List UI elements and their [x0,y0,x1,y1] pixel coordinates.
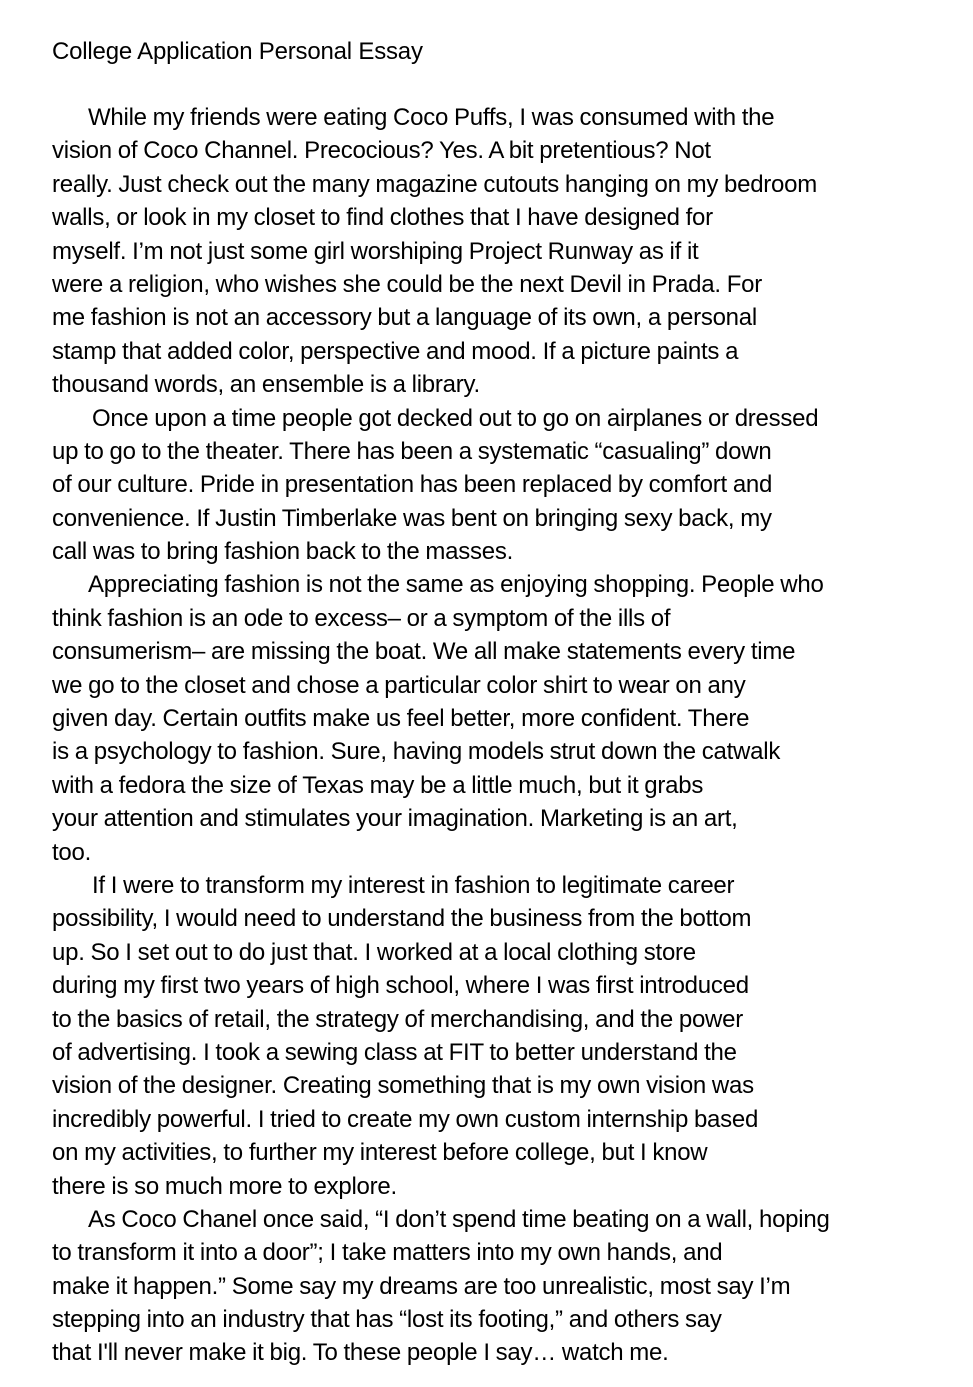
essay-line: consumerism– are missing the boat. We all make statements every time [52,638,796,666]
essay-line: of advertising. I took a sewing class at FIT to better understand the [52,1038,737,1066]
essay-line: too. [52,838,92,866]
essay-line: really. Just check out the many magazine cutouts hanging on my bedroom [52,170,817,198]
essay-line: during my first two years of high school, where I was first introduced [52,972,749,1000]
essay-line: Once upon a time people got decked out to go on airplanes or dressed [92,404,819,432]
essay-line: to the basics of retail, the strategy of merchandising, and the power [52,1005,743,1033]
essay-line: possibility, I would need to understand the business from the bottom [52,905,752,933]
essay-line: incredibly powerful. I tried to create my own custom internship based [52,1105,759,1133]
essay-line: we go to the closet and chose a particular color shirt to wear on any [52,671,746,699]
essay-line: walls, or look in my closet to find clothes that I have designed for [52,204,713,232]
essay-line: Appreciating fashion is not the same as enjoying shopping. People who [88,571,824,599]
essay-line: convenience. If Justin Timberlake was bent on bringing sexy back, my [52,504,772,532]
essay-line: call was to bring fashion back to the masses. [52,538,513,566]
essay-line: If I were to transform my interest in fashion to legitimate career [92,871,735,899]
essay-line: given day. Certain outfits make us feel better, more confident. There [52,705,750,733]
essay-line: me fashion is not an accessory but a language of its own, a personal [52,304,757,332]
essay-line: myself. I’m not just some girl worshiping Project Runway as if it [52,237,699,265]
essay-line: with a fedora the size of Texas may be a little much, but it grabs [52,771,704,799]
essay-line: were a religion, who wishes she could be the next Devil in Prada. For [52,270,762,298]
essay-line: there is so much more to explore. [52,1172,397,1200]
essay-line: to transform it into a door”; I take matters into my own hands, and [52,1239,723,1267]
essay-line: on my activities, to further my interest before college, but I know [52,1139,708,1167]
essay-line: of our culture. Pride in presentation has been replaced by comfort and [52,471,773,499]
essay-line: up to go to the theater. There has been a systematic “casualing” down [52,437,772,465]
essay-body [52,101,952,1370]
essay-line: make it happen.” Some say my dreams are too unrealistic, most say I’m [52,1272,791,1300]
essay-line: vision of the designer. Creating something that is my own vision was [52,1072,754,1100]
essay-line: While my friends were eating Coco Puffs, I was consumed with the [88,104,775,131]
essay-line: think fashion is an ode to excess– or a symptom of the ills of [52,604,671,632]
essay-line: your attention and stimulates your imagination. Marketing is an art, [52,805,738,833]
essay-line: thousand words, an ensemble is a library. [52,371,480,399]
essay-line: vision of Coco Channel. Precocious? Yes. A bit pretentious? Not [52,137,711,165]
essay-line: stepping into an industry that has “lost its footing,” and others say [52,1306,722,1334]
essay-line: is a psychology to fashion. Sure, having models strut down the catwalk [52,738,781,766]
document-title: College Application Personal Essay [52,38,423,65]
essay-line: up. So I set out to do just that. I worked at a local clothing store [52,938,696,966]
essay-line: As Coco Chanel once said, “I don’t spend time beating on a wall, hoping [88,1205,830,1233]
essay-line: stamp that added color, perspective and mood. If a picture paints a [52,337,739,365]
essay-line: that I'll never make it big. To these people I say… watch me. [52,1339,669,1367]
